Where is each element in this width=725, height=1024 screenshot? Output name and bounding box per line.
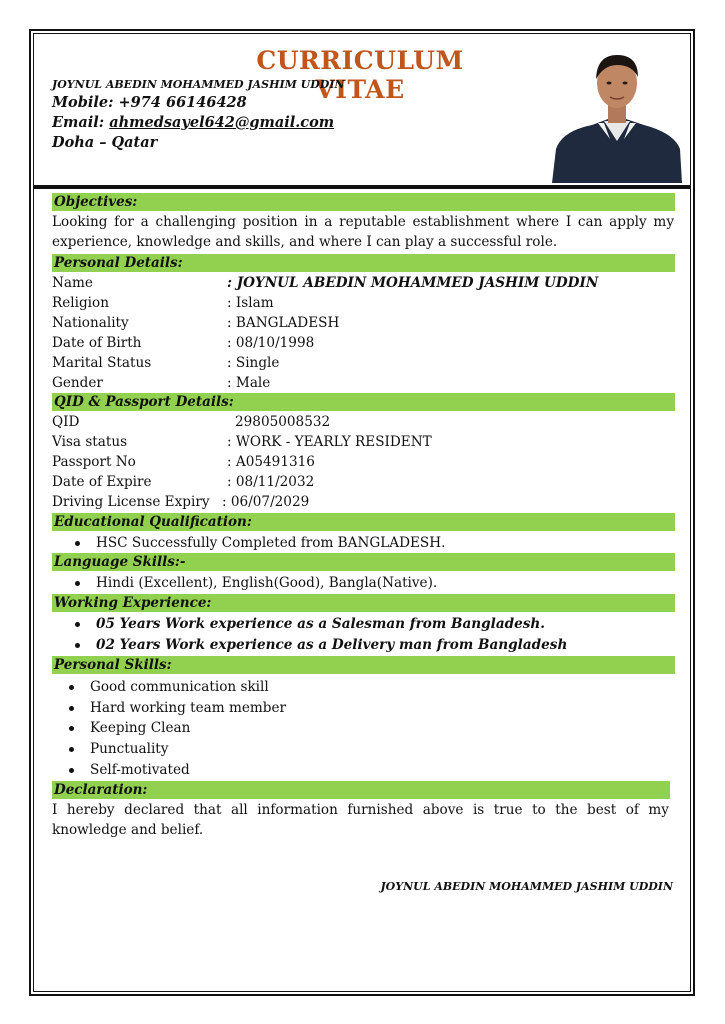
header-email: Email: ahmedsayel642@gmail.com	[52, 114, 335, 131]
bullet-dot	[69, 706, 74, 711]
bullet-dot	[75, 581, 80, 586]
section-language-heading: Language Skills:-	[52, 553, 675, 571]
personal-value-nationality: : BANGLADESH	[227, 315, 340, 331]
visa-label: Visa status	[52, 434, 128, 450]
bullet-dot	[69, 747, 74, 752]
bullet-dot	[75, 622, 80, 627]
personal-value-name: : JOYNUL ABEDIN MOHAMMED JASHIM UDDIN	[227, 275, 599, 291]
section-education-heading: Educational Qualification:	[52, 513, 675, 531]
personal-value-religion: : Islam	[227, 295, 274, 311]
language-item: Hindi (Excellent), English(Good), Bangla(Native).	[96, 575, 438, 591]
objectives-text: Looking for a challenging position in a reputable establishment where I can apply my experience, knowledge and skills, and where I can play a successful role.	[52, 214, 674, 250]
expire-value: : 08/11/2032	[227, 474, 315, 490]
header-mobile: Mobile: +974 66146428	[52, 94, 247, 111]
personal-label-marital: Marital Status	[52, 355, 152, 371]
section-skills-heading: Personal Skills:	[52, 656, 675, 674]
personal-label-gender: Gender	[52, 375, 103, 391]
personal-label-name: Name	[52, 275, 93, 291]
bullet-dot	[75, 643, 80, 648]
header-name: JOYNUL ABEDIN MOHAMMED JASHIM UDDIN	[52, 78, 345, 91]
personal-label-dob: Date of Birth	[52, 335, 142, 351]
skill-item: Self-motivated	[90, 762, 190, 778]
bullet-dot	[75, 541, 80, 546]
passport-label: Passport No	[52, 454, 136, 470]
qid-value: 29805008532	[235, 414, 331, 430]
expire-label: Date of Expire	[52, 474, 152, 490]
passport-value: : A05491316	[227, 454, 315, 470]
personal-label-religion: Religion	[52, 295, 109, 311]
email-link[interactable]: ahmedsayel642@gmail.com	[109, 114, 335, 131]
personal-value-dob: : 08/10/1998	[227, 335, 315, 351]
bullet-dot	[69, 768, 74, 773]
section-objectives-heading: Objectives:	[52, 193, 675, 211]
profile-photo	[552, 45, 682, 183]
section-qid-heading: QID & Passport Details:	[52, 393, 675, 411]
qid-label: QID	[52, 414, 80, 430]
skill-item: Hard working team member	[90, 700, 287, 716]
visa-value: : WORK - YEARLY RESIDENT	[227, 434, 432, 450]
section-personal-heading: Personal Details:	[52, 254, 675, 272]
skill-item: Punctuality	[90, 741, 169, 757]
personal-value-gender: : Male	[227, 375, 271, 391]
bullet-dot	[69, 685, 74, 690]
header-location: Doha – Qatar	[52, 134, 158, 151]
declaration-text: I hereby declared that all information furnished above is true to the best of my knowledge and belief.	[52, 802, 669, 838]
section-declaration-heading: Declaration:	[52, 781, 670, 799]
bullet-dot	[69, 726, 74, 731]
license-label: Driving License Expiry	[52, 494, 210, 510]
header-divider	[33, 185, 691, 189]
education-item: HSC Successfully Completed from BANGLADESH.	[96, 535, 446, 551]
skill-item: Good communication skill	[90, 679, 269, 695]
experience-item: 05 Years Work experience as a Salesman from Bangladesh.	[96, 616, 546, 632]
experience-item: 02 Years Work experience as a Delivery man from Bangladesh	[96, 637, 568, 653]
signature-name: JOYNUL ABEDIN MOHAMMED JASHIM UDDIN	[380, 880, 673, 893]
license-value: : 06/07/2029	[222, 494, 310, 510]
skill-item: Keeping Clean	[90, 720, 191, 736]
section-experience-heading: Working Experience:	[52, 594, 675, 612]
personal-value-marital: : Single	[227, 355, 280, 371]
cv-title: CURRICULUM VITAE	[256, 46, 464, 104]
personal-label-nationality: Nationality	[52, 315, 129, 331]
